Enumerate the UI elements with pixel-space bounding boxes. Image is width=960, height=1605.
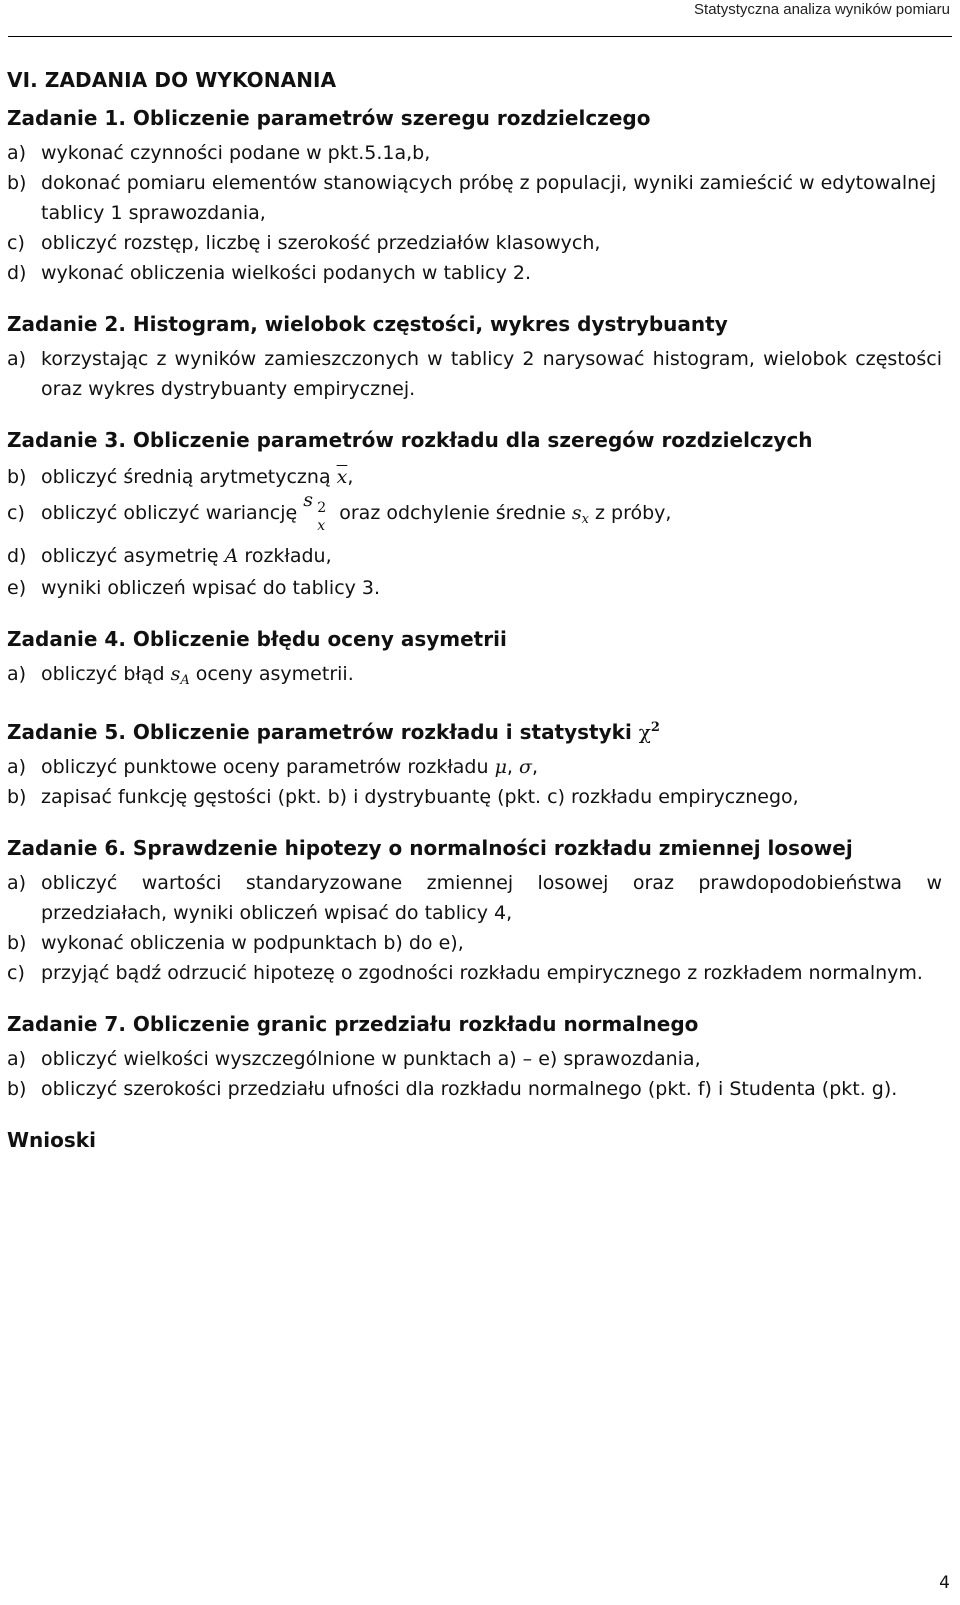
task-7	[7, 1012, 942, 1104]
item-text: obliczyć średnią arytmetyczną	[41, 466, 337, 488]
task-3	[7, 428, 942, 603]
task-6	[7, 836, 942, 988]
asymmetry-symbol: A	[224, 545, 239, 567]
list-item	[7, 1074, 942, 1104]
item-label: a)	[7, 1048, 27, 1070]
item-text: obliczyć szerokości przedziału ufności dla rozkładu normalnego (pkt. f) i Studenta (pkt. g).	[41, 1078, 898, 1100]
header-rule	[8, 36, 952, 37]
item-label: b)	[7, 1078, 27, 1100]
item-text: obliczyć rozstęp, liczbę i szerokość przedziałów klasowych,	[41, 232, 601, 254]
item-text: wykonać czynności podane w pkt.5.1a,b,	[41, 142, 431, 164]
list-item	[7, 958, 942, 988]
symbol-superscript: 2	[317, 500, 327, 516]
document-body	[7, 68, 942, 1152]
list-item	[7, 928, 942, 958]
task-title-text: Zadanie 5. Obliczenie parametrów rozkładu i statystyki	[7, 720, 639, 744]
item-text: oraz odchylenie średnie	[333, 502, 572, 524]
item-label: b)	[7, 466, 27, 488]
item-label: a)	[7, 663, 27, 685]
item-text: wykonać obliczenia w podpunktach b) do e),	[41, 932, 464, 954]
list-item	[7, 228, 942, 258]
item-label: a)	[7, 872, 27, 894]
item-text: ,	[532, 756, 539, 778]
list-item	[7, 868, 942, 928]
symbol-subscript: x	[317, 518, 326, 534]
mu-symbol: μ	[494, 756, 507, 778]
item-label: a)	[7, 756, 27, 778]
item-label: c)	[7, 232, 25, 254]
item-text: obliczyć asymetrię	[41, 545, 225, 567]
item-text: korzystając z wyników zamieszczonych w tablicy 2 narysować histogram, wielobok częstości oraz wykres dystrybuanty empirycznej.	[41, 348, 942, 400]
list-item	[7, 138, 942, 168]
item-text: dokonać pomiaru elementów stanowiących próbę z populacji, wyniki zamieścić w edytowalnej tablicy 1 sprawozdania,	[41, 172, 937, 224]
task-4	[7, 627, 942, 696]
item-text: z próby,	[588, 502, 672, 524]
item-label: a)	[7, 142, 27, 164]
item-text: wykonać obliczenia wielkości podanych w tablicy 2.	[41, 262, 532, 284]
running-header: Statystyczna analiza wyników pomiaru	[694, 1, 950, 18]
list-item	[7, 168, 942, 228]
item-label: b)	[7, 786, 27, 808]
item-text: obliczyć wartości standaryzowane zmiennej losowej oraz prawdopodobieństwa w przedziałach, wyniki obliczeń wpisać do tablicy 4,	[41, 872, 942, 924]
item-label: b)	[7, 172, 27, 194]
item-text: oceny asymetrii.	[189, 663, 354, 685]
list-item	[7, 460, 942, 494]
task-title: Zadanie 4. Obliczenie błędu oceny asymetrii	[7, 627, 507, 651]
task-title: Zadanie 6. Sprawdzenie hipotezy o normalności rozkładu zmiennej losowej	[7, 836, 853, 860]
list-item	[7, 659, 942, 696]
conclusions-heading: Wnioski	[7, 1128, 96, 1152]
chi-square-symbol	[639, 720, 660, 744]
item-text: obliczyć obliczyć wariancję	[41, 502, 304, 524]
item-text: rozkładu,	[238, 545, 332, 567]
section-title: VI. ZADANIA DO WYKONANIA	[7, 68, 337, 92]
list-item	[7, 258, 942, 288]
item-text: zapisać funkcję gęstości (pkt. b) i dystrybuantę (pkt. c) rozkładu empirycznego,	[41, 786, 799, 808]
symbol-base: χ	[638, 720, 651, 744]
item-text: obliczyć wielkości wyszczególnione w punktach a) – e) sprawozdania,	[41, 1048, 701, 1070]
item-text: przyjąć bądź odrzucić hipotezę o zgodności rozkładu empirycznego z rozkładem normalnym.	[41, 962, 923, 984]
item-label: c)	[7, 502, 25, 524]
task-title: Zadanie 2. Histogram, wielobok częstości, wykres dystrybuanty	[7, 312, 728, 336]
item-label: b)	[7, 932, 27, 954]
task-title: Zadanie 3. Obliczenie parametrów rozkładu dla szeregów rozdzielczych	[7, 428, 813, 452]
symbol-base: s	[303, 489, 313, 511]
item-text: obliczyć punktowe oceny parametrów rozkładu	[41, 756, 495, 778]
task-2	[7, 312, 942, 404]
symbol-subscript: A	[180, 673, 190, 688]
list-item	[7, 573, 942, 603]
item-label: a)	[7, 348, 27, 370]
symbol-subscript: x	[581, 512, 589, 527]
item-text: obliczyć błąd	[41, 663, 171, 685]
task-title: Zadanie 7. Obliczenie granic przedziału rozkładu normalnego	[7, 1012, 699, 1036]
item-label: d)	[7, 545, 27, 567]
list-item	[7, 344, 942, 404]
sigma-symbol: σ	[519, 756, 532, 778]
list-item	[7, 752, 942, 782]
page-number: 4	[939, 1573, 950, 1593]
list-item	[7, 1044, 942, 1074]
asymmetry-error-symbol	[170, 663, 190, 688]
task-title: Zadanie 1. Obliczenie parametrów szeregu rozdzielczego	[7, 106, 651, 130]
item-label: d)	[7, 262, 27, 284]
variance-symbol	[303, 489, 333, 534]
task-1	[7, 106, 942, 288]
list-item	[7, 489, 942, 539]
task-5	[7, 720, 942, 812]
std-dev-symbol	[571, 502, 589, 527]
item-text: ,	[347, 466, 354, 488]
list-item	[7, 539, 942, 573]
item-text: ,	[506, 756, 520, 778]
symbol-base: s	[170, 663, 181, 685]
symbol-superscript: 2	[650, 720, 660, 735]
task-title	[7, 720, 942, 744]
mean-symbol: $\overline{x}$	[336, 466, 348, 488]
item-text: wyniki obliczeń wpisać do tablicy 3.	[41, 577, 381, 599]
list-item	[7, 782, 942, 812]
symbol-base: s	[571, 502, 582, 524]
item-label: e)	[7, 577, 27, 599]
item-label: c)	[7, 962, 25, 984]
